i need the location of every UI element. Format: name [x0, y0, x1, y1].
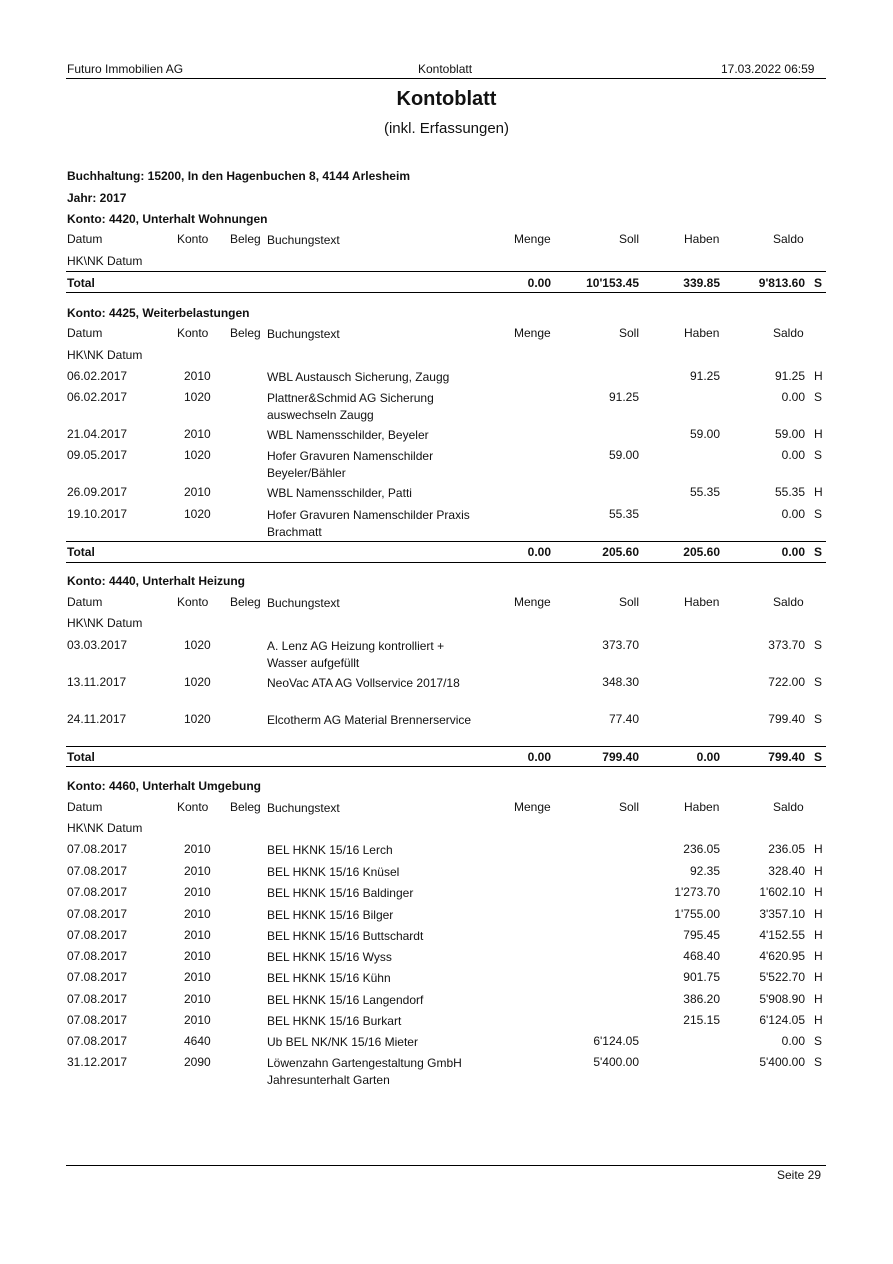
row-saldo: 236.05	[768, 842, 805, 856]
total-label: Total	[67, 545, 95, 559]
row-konto: 2010	[184, 427, 211, 441]
col-haben: Haben	[684, 326, 720, 340]
col-haben: Haben	[684, 232, 720, 246]
column-subheader-row	[0, 348, 893, 368]
row-datum: 07.08.2017	[67, 907, 128, 921]
total-saldo: 9'813.60	[758, 276, 805, 290]
col-datum: Datum	[67, 800, 103, 814]
table-row	[0, 712, 893, 732]
row-text: WBL Namensschilder, Patti	[267, 486, 412, 500]
col-soll: Soll	[618, 232, 639, 246]
total-label: Total	[67, 750, 95, 764]
row-sh: H	[814, 949, 823, 963]
col-menge: Menge	[514, 800, 551, 814]
col-soll: Soll	[618, 326, 639, 340]
row-datum: 07.08.2017	[67, 885, 128, 899]
row-konto: 2010	[184, 485, 211, 499]
col-saldo: Saldo	[773, 800, 804, 814]
row-text: BEL HKNK 15/16 Buttschardt	[267, 929, 424, 943]
table-row	[0, 369, 893, 389]
row-haben: 386.20	[683, 992, 720, 1006]
row-text: WBL Namensschilder, Beyeler	[267, 428, 429, 442]
row-datum: 07.08.2017	[67, 864, 128, 878]
row-saldo: 5'522.70	[759, 970, 805, 984]
row-datum: 07.08.2017	[67, 842, 128, 856]
row-saldo: 4'620.95	[759, 949, 805, 963]
col-buchungstext: Buchungstext	[267, 233, 340, 247]
row-konto: 2010	[184, 885, 211, 899]
table-row	[0, 485, 893, 505]
section-rule	[66, 541, 826, 542]
row-sh: H	[814, 369, 823, 383]
row-text: A. Lenz AG Heizung kontrolliert + Wasser aufgefüllt	[267, 639, 445, 670]
table-row	[0, 842, 893, 862]
table-row	[0, 507, 893, 539]
row-sh: H	[814, 928, 823, 942]
row-datum: 07.08.2017	[67, 1034, 128, 1048]
table-row	[0, 1055, 893, 1087]
row-text: WBL Austausch Sicherung, Zaugg	[267, 370, 450, 384]
row-haben: 215.15	[683, 1013, 720, 1027]
row-konto: 2010	[184, 949, 211, 963]
row-saldo: 0.00	[781, 448, 805, 462]
total-menge: 0.00	[527, 750, 551, 764]
row-soll: 348.30	[602, 675, 639, 689]
column-header-row	[0, 232, 893, 252]
row-text: Elcotherm AG Material Brennerservice	[267, 713, 472, 727]
row-soll: 91.25	[608, 390, 639, 404]
row-konto: 2090	[184, 1055, 211, 1069]
total-haben: 205.60	[683, 545, 720, 559]
row-datum: 06.02.2017	[67, 369, 128, 383]
row-sh: H	[814, 907, 823, 921]
col-konto: Konto	[177, 232, 209, 246]
column-subheader-row	[0, 616, 893, 636]
table-row	[0, 949, 893, 969]
table-row	[0, 864, 893, 884]
row-haben: 468.40	[683, 949, 720, 963]
row-text: Plattner&Schmid AG Sicherung auswechseln Zaugg	[267, 391, 434, 422]
table-row	[0, 448, 893, 480]
row-saldo: 3'357.10	[759, 907, 805, 921]
col-soll: Soll	[618, 595, 639, 609]
row-sh: S	[814, 1055, 823, 1069]
row-text: BEL HKNK 15/16 Kühn	[267, 971, 391, 985]
col-saldo: Saldo	[773, 326, 804, 340]
row-konto: 2010	[184, 1013, 211, 1027]
row-saldo: 722.00	[768, 675, 805, 689]
col-konto: Konto	[177, 595, 209, 609]
row-konto: 2010	[184, 864, 211, 878]
row-sh: H	[814, 970, 823, 984]
row-sh: S	[814, 448, 823, 462]
row-saldo: 0.00	[781, 507, 805, 521]
row-datum: 07.08.2017	[67, 970, 128, 984]
jahr-info: Jahr: 2017	[67, 191, 127, 205]
total-label: Total	[67, 276, 95, 290]
total-row	[0, 750, 893, 770]
row-datum: 09.05.2017	[67, 448, 128, 462]
row-haben: 901.75	[683, 970, 720, 984]
company-name: Futuro Immobilien AG	[67, 62, 184, 76]
table-row	[0, 427, 893, 447]
header-rule	[66, 78, 826, 79]
col-menge: Menge	[514, 595, 551, 609]
row-datum: 06.02.2017	[67, 390, 128, 404]
row-text: BEL HKNK 15/16 Langendorf	[267, 993, 424, 1007]
row-text: BEL HKNK 15/16 Lerch	[267, 843, 393, 857]
row-text: NeoVac ATA AG Vollservice 2017/18	[267, 676, 460, 690]
row-haben: 59.00	[689, 427, 720, 441]
total-sh: S	[814, 750, 823, 764]
page-subtitle: (inkl. Erfassungen)	[383, 120, 510, 137]
row-sh: H	[814, 864, 823, 878]
table-row	[0, 970, 893, 990]
row-konto: 1020	[184, 712, 211, 726]
row-datum: 24.11.2017	[67, 712, 127, 726]
account-title: Konto: 4425, Weiterbelastungen	[67, 306, 250, 320]
col-beleg: Beleg	[230, 800, 261, 814]
row-konto: 2010	[184, 992, 211, 1006]
account-title: Konto: 4420, Unterhalt Wohnungen	[67, 212, 268, 226]
row-konto: 1020	[184, 507, 211, 521]
row-saldo: 1'602.10	[759, 885, 805, 899]
row-sh: H	[814, 1013, 823, 1027]
col-datum: Datum	[67, 595, 103, 609]
row-sh: H	[814, 842, 823, 856]
row-text: Ub BEL NK/NK 15/16 Mieter	[267, 1035, 418, 1049]
row-saldo: 59.00	[774, 427, 805, 441]
row-text: BEL HKNK 15/16 Knüsel	[267, 865, 400, 879]
account-title: Konto: 4460, Unterhalt Umgebung	[67, 779, 262, 793]
row-text: BEL HKNK 15/16 Burkart	[267, 1014, 402, 1028]
row-konto: 2010	[184, 842, 211, 856]
col-menge: Menge	[514, 232, 551, 246]
col-saldo: Saldo	[773, 595, 804, 609]
col-hknk-datum: HK\NK Datum	[67, 254, 143, 268]
row-text: BEL HKNK 15/16 Wyss	[267, 950, 392, 964]
total-soll: 799.40	[602, 750, 639, 764]
row-text: Löwenzahn Gartengestaltung GmbH Jahresunterhalt Garten	[267, 1056, 462, 1087]
row-konto: 1020	[184, 675, 211, 689]
row-text: BEL HKNK 15/16 Baldinger	[267, 886, 414, 900]
section-rule	[66, 292, 826, 293]
header-timestamp: 17.03.2022 06:59	[721, 62, 815, 76]
row-saldo: 5'908.90	[759, 992, 805, 1006]
row-saldo: 0.00	[781, 390, 805, 404]
row-sh: S	[814, 507, 823, 521]
column-header-row	[0, 595, 893, 615]
row-haben: 236.05	[683, 842, 720, 856]
total-menge: 0.00	[527, 545, 551, 559]
section-rule	[66, 766, 826, 767]
row-haben: 91.25	[689, 369, 720, 383]
column-header-row	[0, 800, 893, 820]
row-datum: 26.09.2017	[67, 485, 128, 499]
row-haben: 1'273.70	[674, 885, 720, 899]
total-saldo: 0.00	[781, 545, 805, 559]
column-header-row	[0, 326, 893, 346]
row-saldo: 0.00	[781, 1034, 805, 1048]
col-beleg: Beleg	[230, 595, 261, 609]
col-menge: Menge	[514, 326, 551, 340]
table-row	[0, 1034, 893, 1054]
row-konto: 1020	[184, 448, 211, 462]
row-sh: S	[814, 1034, 823, 1048]
row-sh: H	[814, 485, 823, 499]
row-datum: 21.04.2017	[67, 427, 128, 441]
total-haben: 339.85	[683, 276, 720, 290]
table-row	[0, 992, 893, 1012]
row-soll: 59.00	[608, 448, 639, 462]
row-saldo: 5'400.00	[759, 1055, 805, 1069]
account-title: Konto: 4440, Unterhalt Heizung	[67, 574, 246, 588]
header-doc-name: Kontoblatt	[418, 62, 473, 76]
row-sh: S	[814, 675, 823, 689]
buchhaltung-info: Buchhaltung: 15200, In den Hagenbuchen 8, 4144 Arlesheim	[67, 169, 410, 183]
total-sh: S	[814, 545, 823, 559]
col-beleg: Beleg	[230, 326, 261, 340]
row-konto: 2010	[184, 369, 211, 383]
row-konto: 1020	[184, 638, 211, 652]
col-hknk-datum: HK\NK Datum	[67, 348, 143, 362]
col-beleg: Beleg	[230, 232, 261, 246]
page-title: Kontoblatt	[396, 88, 497, 110]
row-soll: 5'400.00	[593, 1055, 639, 1069]
row-saldo: 799.40	[768, 712, 805, 726]
total-haben: 0.00	[696, 750, 720, 764]
col-konto: Konto	[177, 800, 209, 814]
page-number: Seite 29	[777, 1168, 822, 1182]
row-saldo: 373.70	[768, 638, 805, 652]
row-konto: 2010	[184, 970, 211, 984]
col-buchungstext: Buchungstext	[267, 327, 340, 341]
total-saldo: 799.40	[768, 750, 805, 764]
row-konto: 2010	[184, 928, 211, 942]
total-row	[0, 276, 893, 296]
row-saldo: 328.40	[768, 864, 805, 878]
table-row	[0, 390, 893, 422]
row-haben: 795.45	[683, 928, 720, 942]
row-saldo: 4'152.55	[759, 928, 805, 942]
row-soll: 373.70	[602, 638, 639, 652]
row-konto: 2010	[184, 907, 211, 921]
col-hknk-datum: HK\NK Datum	[67, 616, 143, 630]
row-saldo: 6'124.05	[759, 1013, 805, 1027]
row-konto: 4640	[184, 1034, 211, 1048]
col-saldo: Saldo	[773, 232, 804, 246]
row-text: BEL HKNK 15/16 Bilger	[267, 908, 394, 922]
col-hknk-datum: HK\NK Datum	[67, 821, 143, 835]
row-sh: H	[814, 885, 823, 899]
total-menge: 0.00	[527, 276, 551, 290]
row-haben: 1'755.00	[674, 907, 720, 921]
col-haben: Haben	[684, 800, 720, 814]
row-soll: 6'124.05	[593, 1034, 639, 1048]
row-datum: 07.08.2017	[67, 992, 128, 1006]
column-subheader-row	[0, 821, 893, 841]
row-text: Hofer Gravuren Namenschilder Beyeler/Bähler	[267, 449, 434, 480]
row-haben: 55.35	[689, 485, 720, 499]
row-sh: S	[814, 638, 823, 652]
col-haben: Haben	[684, 595, 720, 609]
row-datum: 07.08.2017	[67, 949, 128, 963]
section-rule	[66, 562, 826, 563]
table-row	[0, 638, 893, 670]
row-saldo: 91.25	[774, 369, 805, 383]
row-datum: 07.08.2017	[67, 1013, 128, 1027]
table-row	[0, 885, 893, 905]
row-sh: S	[814, 712, 823, 726]
footer-rule	[66, 1165, 826, 1166]
section-rule	[66, 271, 826, 272]
col-buchungstext: Buchungstext	[267, 596, 340, 610]
table-row	[0, 675, 893, 695]
row-sh: H	[814, 427, 823, 441]
col-buchungstext: Buchungstext	[267, 801, 340, 815]
row-datum: 07.08.2017	[67, 928, 128, 942]
row-datum: 13.11.2017	[67, 675, 127, 689]
col-konto: Konto	[177, 326, 209, 340]
table-row	[0, 907, 893, 927]
section-rule	[66, 746, 826, 747]
row-datum: 19.10.2017	[67, 507, 128, 521]
row-saldo: 55.35	[774, 485, 805, 499]
row-text: Hofer Gravuren Namenschilder Praxis Brachmatt	[267, 508, 470, 539]
row-sh: S	[814, 390, 823, 404]
row-konto: 1020	[184, 390, 211, 404]
total-sh: S	[814, 276, 823, 290]
row-haben: 92.35	[689, 864, 720, 878]
row-sh: H	[814, 992, 823, 1006]
row-datum: 31.12.2017	[67, 1055, 128, 1069]
table-row	[0, 928, 893, 948]
row-soll: 55.35	[608, 507, 639, 521]
row-soll: 77.40	[608, 712, 639, 726]
total-soll: 205.60	[602, 545, 639, 559]
col-datum: Datum	[67, 232, 103, 246]
row-datum: 03.03.2017	[67, 638, 128, 652]
total-soll: 10'153.45	[586, 276, 639, 290]
col-soll: Soll	[618, 800, 639, 814]
table-row	[0, 1013, 893, 1033]
col-datum: Datum	[67, 326, 103, 340]
